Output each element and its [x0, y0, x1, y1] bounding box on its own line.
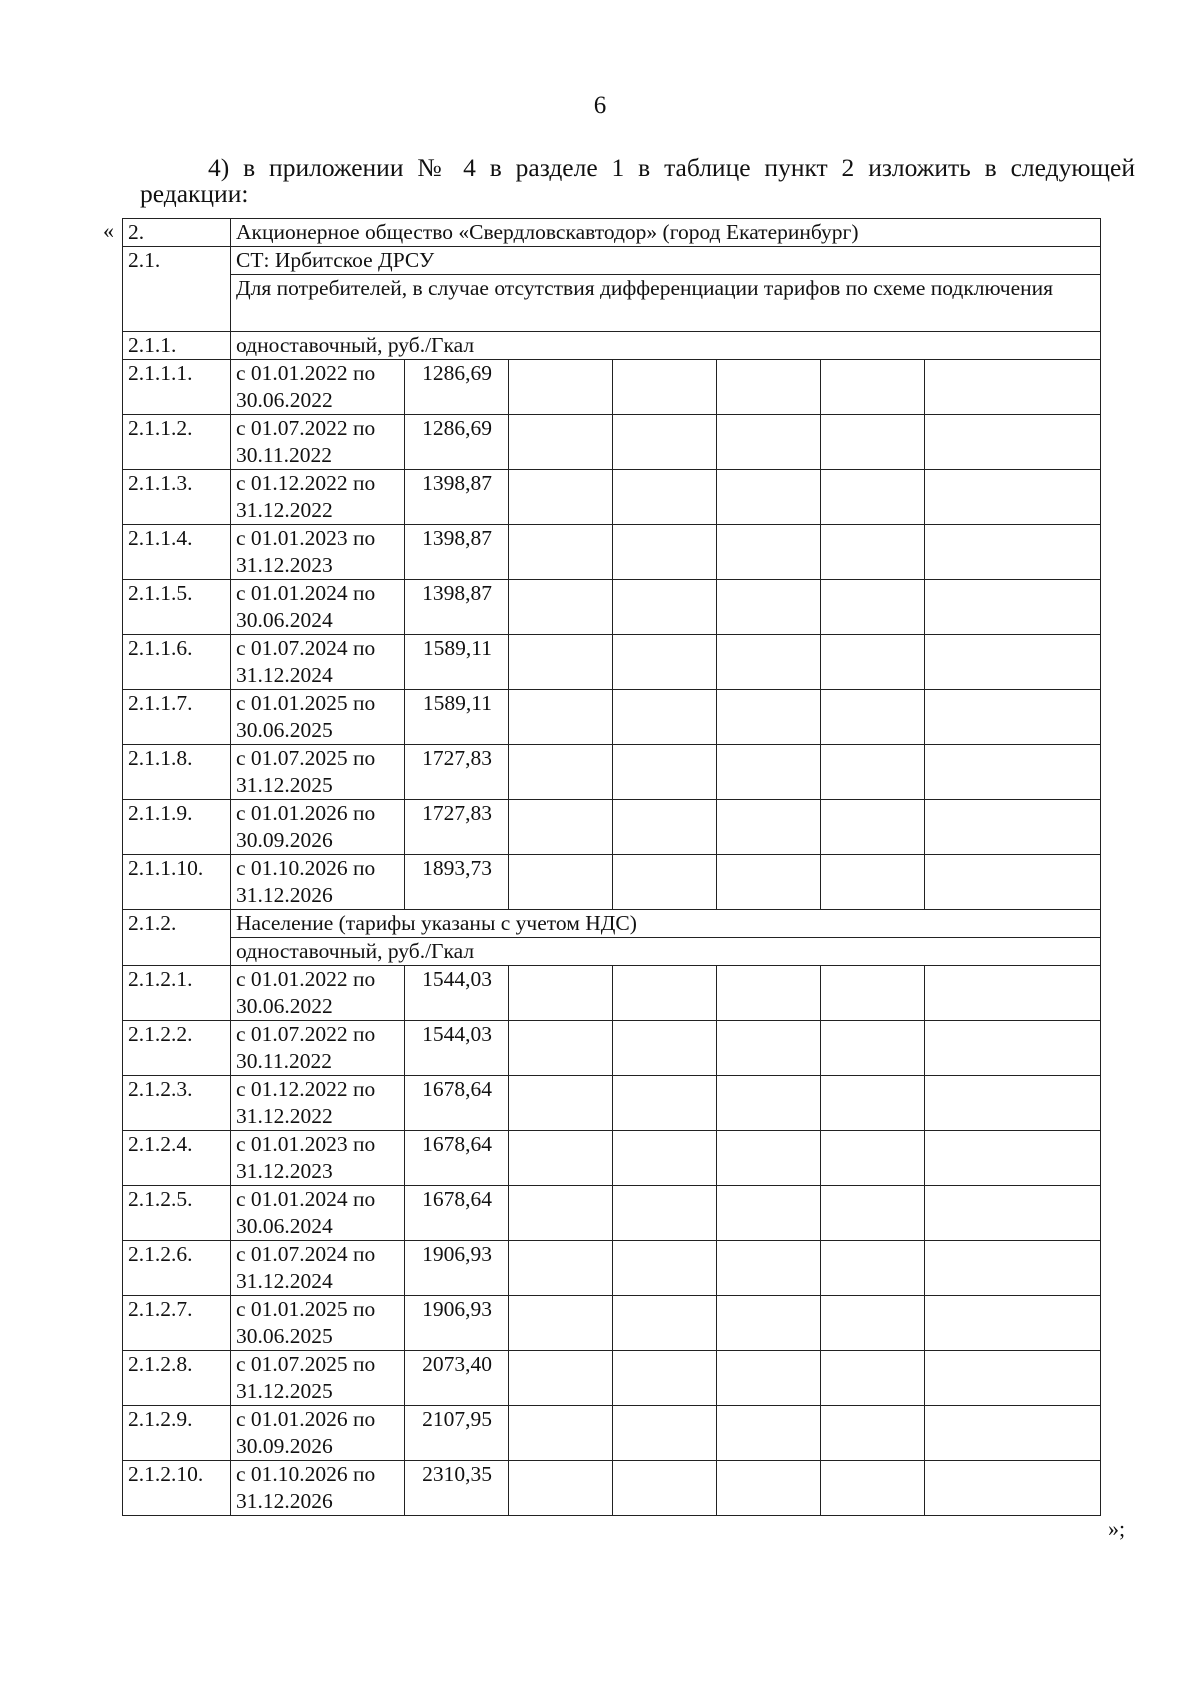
empty-cell — [925, 966, 1101, 1021]
row-number: 2.1.1.10. — [123, 855, 231, 910]
row-number: 2.1.1.1. — [123, 360, 231, 415]
row-number: 2.1.2.9. — [123, 1406, 231, 1461]
row-period: с 01.10.2026 по 31.12.2026 — [231, 1461, 405, 1516]
row-number: 2.1.1.6. — [123, 635, 231, 690]
row-value: 1589,11 — [405, 690, 509, 745]
org-row — [123, 219, 1101, 247]
table-row — [123, 1296, 1101, 1351]
row-value: 1678,64 — [405, 1186, 509, 1241]
st-row — [123, 247, 1101, 275]
row-number: 2.1.2.10. — [123, 1461, 231, 1516]
empty-cell — [613, 1076, 717, 1131]
empty-cell — [613, 745, 717, 800]
empty-cell — [821, 1296, 925, 1351]
empty-cell — [821, 1021, 925, 1076]
empty-cell — [717, 635, 821, 690]
row-number: 2.1.2.8. — [123, 1351, 231, 1406]
empty-cell — [717, 1186, 821, 1241]
table-row — [123, 360, 1101, 415]
empty-cell — [613, 1131, 717, 1186]
empty-cell — [821, 360, 925, 415]
empty-cell — [509, 855, 613, 910]
empty-cell — [925, 1296, 1101, 1351]
empty-cell — [717, 525, 821, 580]
empty-cell — [613, 1241, 717, 1296]
empty-cell — [717, 1351, 821, 1406]
empty-cell — [717, 580, 821, 635]
row-value: 2107,95 — [405, 1406, 509, 1461]
empty-cell — [925, 1461, 1101, 1516]
empty-cell — [925, 1186, 1101, 1241]
empty-cell — [821, 415, 925, 470]
empty-cell — [509, 966, 613, 1021]
row-value: 1906,93 — [405, 1241, 509, 1296]
st-name: СТ: Ирбитское ДРСУ — [231, 247, 1101, 275]
empty-cell — [509, 1406, 613, 1461]
empty-cell — [509, 525, 613, 580]
table-row — [123, 1461, 1101, 1516]
empty-cell — [717, 1241, 821, 1296]
empty-cell — [925, 690, 1101, 745]
consumers-note: Для потребителей, в случае отсутствия дифференциации тарифов по схеме подключения — [231, 275, 1101, 332]
row-number: 2.1.2.4. — [123, 1131, 231, 1186]
empty-cell — [925, 360, 1101, 415]
row-period: с 01.01.2023 по 31.12.2023 — [231, 1131, 405, 1186]
empty-cell — [821, 966, 925, 1021]
empty-cell — [717, 360, 821, 415]
row-number: 2.1.2.5. — [123, 1186, 231, 1241]
row-period: с 01.01.2025 по 30.06.2025 — [231, 1296, 405, 1351]
empty-cell — [925, 415, 1101, 470]
table-row — [123, 525, 1101, 580]
row-period: с 01.07.2024 по 31.12.2024 — [231, 1241, 405, 1296]
row-period: с 01.01.2024 по 30.06.2024 — [231, 1186, 405, 1241]
empty-cell — [509, 580, 613, 635]
empty-cell — [821, 1241, 925, 1296]
group1-header-row — [123, 332, 1101, 360]
empty-cell — [613, 1406, 717, 1461]
group1-number: 2.1.1. — [123, 332, 231, 360]
empty-cell — [925, 1021, 1101, 1076]
row-period: с 01.07.2022 по 30.11.2022 — [231, 415, 405, 470]
row-value: 1727,83 — [405, 800, 509, 855]
st-number: 2.1. — [123, 247, 231, 332]
row-value: 1398,87 — [405, 580, 509, 635]
empty-cell — [509, 1351, 613, 1406]
row-period: с 01.12.2022 по 31.12.2022 — [231, 1076, 405, 1131]
row-period: с 01.01.2026 по 30.09.2026 — [231, 1406, 405, 1461]
table-row — [123, 1241, 1101, 1296]
row-number: 2.1.2.3. — [123, 1076, 231, 1131]
row-value: 1286,69 — [405, 360, 509, 415]
empty-cell — [509, 415, 613, 470]
table-row — [123, 1076, 1101, 1131]
row-number: 2.1.2.6. — [123, 1241, 231, 1296]
table-row — [123, 1021, 1101, 1076]
group2-number: 2.1.2. — [123, 910, 231, 966]
empty-cell — [613, 525, 717, 580]
empty-cell — [613, 635, 717, 690]
empty-cell — [821, 1406, 925, 1461]
empty-cell — [509, 745, 613, 800]
consumers-note-row — [123, 275, 1101, 332]
empty-cell — [509, 690, 613, 745]
empty-cell — [509, 1296, 613, 1351]
row-value: 1398,87 — [405, 470, 509, 525]
row-value: 1286,69 — [405, 415, 509, 470]
empty-cell — [717, 415, 821, 470]
empty-cell — [717, 855, 821, 910]
row-period: с 01.07.2025 по 31.12.2025 — [231, 1351, 405, 1406]
org-number: 2. — [123, 219, 231, 247]
row-value: 1906,93 — [405, 1296, 509, 1351]
row-value: 2310,35 — [405, 1461, 509, 1516]
row-value: 1544,03 — [405, 966, 509, 1021]
row-period: с 01.10.2026 по 31.12.2026 — [231, 855, 405, 910]
empty-cell — [613, 1296, 717, 1351]
empty-cell — [925, 1351, 1101, 1406]
row-value: 1678,64 — [405, 1076, 509, 1131]
empty-cell — [613, 855, 717, 910]
empty-cell — [717, 800, 821, 855]
empty-cell — [821, 1076, 925, 1131]
intro-line-1: 4) в приложении № 4 в разделе 1 в таблице пункт 2 изложить в следующей — [208, 153, 1135, 182]
row-number: 2.1.1.3. — [123, 470, 231, 525]
empty-cell — [821, 1351, 925, 1406]
empty-cell — [821, 690, 925, 745]
row-number: 2.1.2.2. — [123, 1021, 231, 1076]
row-period: с 01.01.2022 по 30.06.2022 — [231, 966, 405, 1021]
table-row — [123, 580, 1101, 635]
empty-cell — [925, 635, 1101, 690]
empty-cell — [717, 690, 821, 745]
page-number: 6 — [593, 92, 607, 119]
empty-cell — [821, 800, 925, 855]
row-number: 2.1.2.1. — [123, 966, 231, 1021]
empty-cell — [613, 966, 717, 1021]
empty-cell — [613, 1186, 717, 1241]
intro-line-2: редакции: — [140, 179, 249, 208]
row-number: 2.1.1.2. — [123, 415, 231, 470]
tariff-table — [122, 218, 1101, 1516]
empty-cell — [717, 1296, 821, 1351]
row-period: с 01.01.2026 по 30.09.2026 — [231, 800, 405, 855]
table-row — [123, 966, 1101, 1021]
row-value: 2073,40 — [405, 1351, 509, 1406]
group2-title: Население (тарифы указаны с учетом НДС) — [231, 910, 1101, 938]
group2-label: одноставочный, руб./Гкал — [231, 938, 1101, 966]
empty-cell — [925, 1406, 1101, 1461]
empty-cell — [821, 635, 925, 690]
empty-cell — [821, 1186, 925, 1241]
empty-cell — [717, 745, 821, 800]
row-number: 2.1.1.8. — [123, 745, 231, 800]
empty-cell — [509, 470, 613, 525]
empty-cell — [613, 415, 717, 470]
empty-cell — [613, 1351, 717, 1406]
empty-cell — [509, 360, 613, 415]
empty-cell — [717, 1021, 821, 1076]
empty-cell — [613, 360, 717, 415]
empty-cell — [509, 635, 613, 690]
table-row — [123, 1131, 1101, 1186]
empty-cell — [613, 1461, 717, 1516]
table-row — [123, 800, 1101, 855]
empty-cell — [509, 1241, 613, 1296]
table-row — [123, 1351, 1101, 1406]
empty-cell — [821, 1461, 925, 1516]
group2-header-row — [123, 910, 1101, 938]
org-name: Акционерное общество «Свердловскавтодор» (город Екатеринбург) — [231, 219, 1101, 247]
row-number: 2.1.2.7. — [123, 1296, 231, 1351]
empty-cell — [821, 855, 925, 910]
empty-cell — [509, 1186, 613, 1241]
table-row — [123, 1186, 1101, 1241]
row-period: с 01.01.2023 по 31.12.2023 — [231, 525, 405, 580]
table-row — [123, 470, 1101, 525]
empty-cell — [821, 525, 925, 580]
row-value: 1589,11 — [405, 635, 509, 690]
tariff-table-body — [123, 219, 1101, 1516]
empty-cell — [925, 1131, 1101, 1186]
empty-cell — [717, 470, 821, 525]
row-value: 1678,64 — [405, 1131, 509, 1186]
empty-cell — [509, 800, 613, 855]
closing-quote: »; — [1108, 1516, 1126, 1541]
row-value: 1727,83 — [405, 745, 509, 800]
row-value: 1398,87 — [405, 525, 509, 580]
empty-cell — [717, 1076, 821, 1131]
row-period: с 01.07.2024 по 31.12.2024 — [231, 635, 405, 690]
empty-cell — [925, 855, 1101, 910]
empty-cell — [717, 1461, 821, 1516]
empty-cell — [821, 1131, 925, 1186]
empty-cell — [925, 470, 1101, 525]
empty-cell — [613, 580, 717, 635]
empty-cell — [509, 1021, 613, 1076]
row-number: 2.1.1.9. — [123, 800, 231, 855]
table-row — [123, 415, 1101, 470]
empty-cell — [509, 1461, 613, 1516]
empty-cell — [509, 1076, 613, 1131]
empty-cell — [821, 745, 925, 800]
empty-cell — [925, 800, 1101, 855]
row-period: с 01.01.2025 по 30.06.2025 — [231, 690, 405, 745]
empty-cell — [925, 1241, 1101, 1296]
empty-cell — [925, 1076, 1101, 1131]
intro-paragraph — [140, 152, 1135, 210]
row-period: с 01.07.2022 по 30.11.2022 — [231, 1021, 405, 1076]
row-period: с 01.12.2022 по 31.12.2022 — [231, 470, 405, 525]
empty-cell — [613, 1021, 717, 1076]
empty-cell — [925, 525, 1101, 580]
row-value: 1893,73 — [405, 855, 509, 910]
table-row — [123, 1406, 1101, 1461]
empty-cell — [717, 966, 821, 1021]
group1-label: одноставочный, руб./Гкал — [231, 332, 1101, 360]
row-period: с 01.01.2022 по 30.06.2022 — [231, 360, 405, 415]
row-number: 2.1.1.4. — [123, 525, 231, 580]
empty-cell — [613, 470, 717, 525]
empty-cell — [717, 1131, 821, 1186]
empty-cell — [925, 580, 1101, 635]
empty-cell — [821, 580, 925, 635]
table-row — [123, 635, 1101, 690]
empty-cell — [613, 690, 717, 745]
empty-cell — [509, 1131, 613, 1186]
row-number: 2.1.1.7. — [123, 690, 231, 745]
row-period: с 01.01.2024 по 30.06.2024 — [231, 580, 405, 635]
group2-label-row — [123, 938, 1101, 966]
table-row — [123, 855, 1101, 910]
empty-cell — [613, 800, 717, 855]
table-row — [123, 745, 1101, 800]
row-value: 1544,03 — [405, 1021, 509, 1076]
row-number: 2.1.1.5. — [123, 580, 231, 635]
empty-cell — [717, 1406, 821, 1461]
opening-quote: « — [103, 218, 114, 243]
table-row — [123, 690, 1101, 745]
row-period: с 01.07.2025 по 31.12.2025 — [231, 745, 405, 800]
empty-cell — [925, 745, 1101, 800]
empty-cell — [821, 470, 925, 525]
